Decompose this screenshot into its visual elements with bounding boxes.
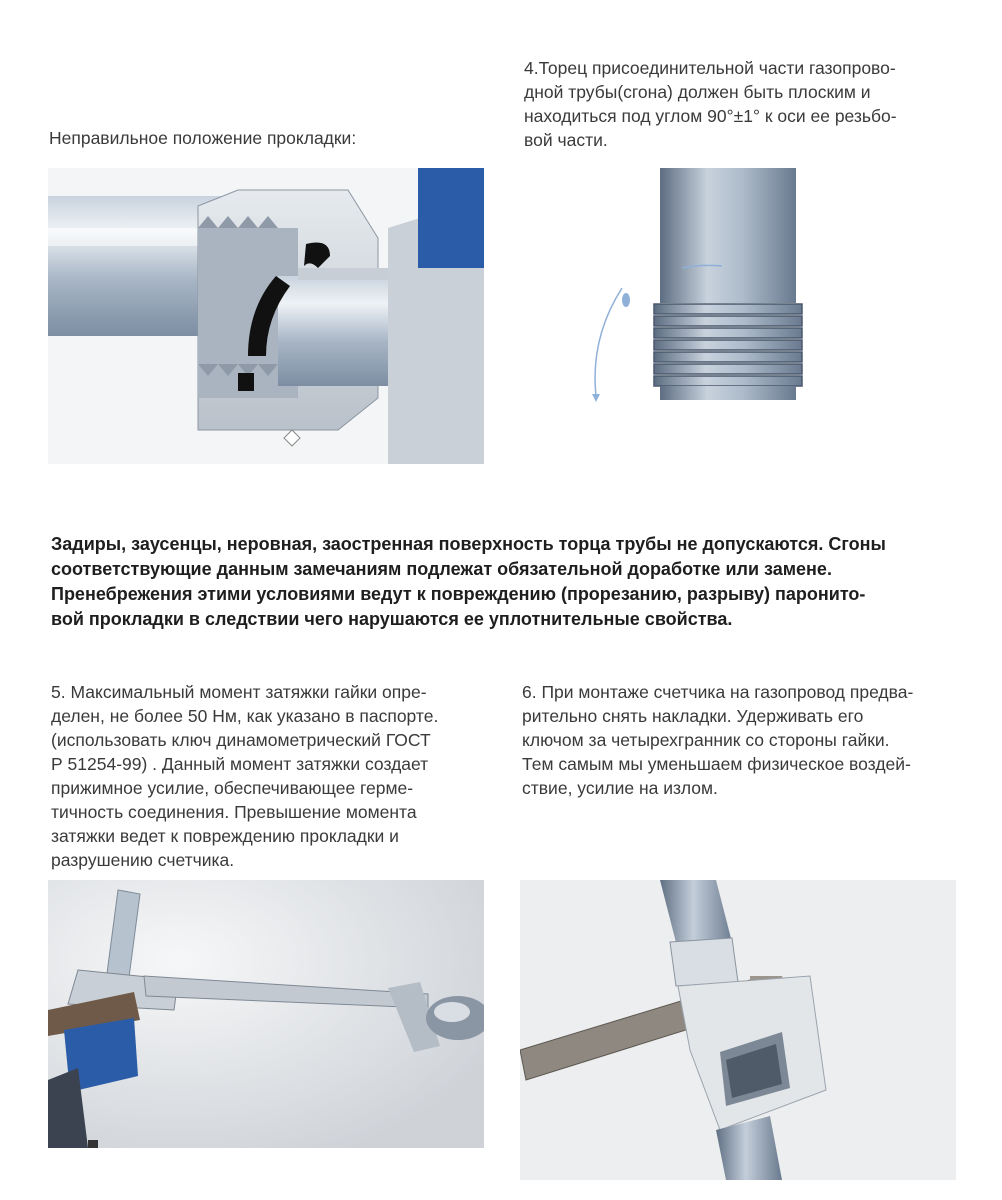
- section-5-line: тичность соединения. Превышение момента: [51, 802, 417, 822]
- section-5-line: затяжки ведет к повреждению прокладки и: [51, 826, 399, 846]
- section-5-line: делен, не более 50 Нм, как указано в паспорте.: [51, 706, 439, 726]
- section-4-line: дной трубы(сгона) должен быть плоским и: [524, 82, 871, 102]
- wrong-gasket-illustration: [48, 168, 484, 464]
- warning-line: Пренебрежения этими условиями ведут к повреждению (прорезанию, разрыву) паронито-: [51, 584, 866, 604]
- section-6-line: 6. При монтаже счетчика на газопровод предва-: [522, 682, 914, 702]
- warning-line: соответствующие данным замечаниям подлежат обязательной доработке или замене.: [51, 559, 832, 579]
- wrong-gasket-caption: Неправильное положение прокладки:: [49, 128, 357, 148]
- section-4-line: 4.Торец присоединительной части газопрово-: [524, 58, 896, 78]
- section-4-text: [524, 56, 954, 152]
- section-4-line: находиться под углом 90°±1° к оси ее резьбо-: [524, 106, 897, 126]
- section-5-text: [51, 680, 481, 872]
- section-6-line: Тем самым мы уменьшаем физическое воздей-: [522, 754, 911, 774]
- section-4-line: вой части.: [524, 130, 608, 150]
- section-6-line: ствие, усилие на излом.: [522, 778, 718, 798]
- section-5-line: разрушению счетчика.: [51, 850, 235, 870]
- section-5-line: прижимное усилие, обеспечивающее герме-: [51, 778, 414, 798]
- section-6-text: [522, 680, 962, 800]
- section-5-line: Р 51254-99) . Данный момент затяжки создает: [51, 754, 429, 774]
- section-6-line: рительно снять накладки. Удерживать его: [522, 706, 864, 726]
- warning-line: вой прокладки в следствии чего нарушаются ее уплотнительные свойства.: [51, 609, 733, 629]
- section-6-line: ключом за четырехгранник со стороны гайки.: [522, 730, 890, 750]
- torque-wrench-illustration: [48, 880, 484, 1148]
- spanner-meter-illustration: [520, 880, 956, 1180]
- warning-line: Задиры, заусенцы, неровная, заостренная поверхность торца трубы не допускаются. Сгоны: [51, 534, 886, 554]
- warning-text: [51, 532, 951, 632]
- pipe-end-illustration: [522, 168, 958, 426]
- section-5-line: (использовать ключ динамометрический ГОСТ: [51, 730, 431, 750]
- section-5-line: 5. Максимальный момент затяжки гайки опре-: [51, 682, 427, 702]
